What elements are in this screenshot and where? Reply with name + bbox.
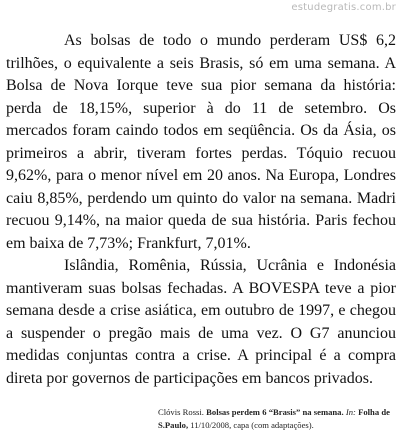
- citation: [158, 406, 390, 432]
- citation-details: 11/10/2008, capa (com adaptações).: [190, 420, 314, 430]
- citation-title: Bolsas perdem 6 “Brasis” na semana.: [206, 407, 344, 417]
- article-body: [6, 30, 396, 390]
- citation-in: In:: [345, 407, 356, 417]
- citation-author: Clóvis Rossi.: [158, 407, 204, 417]
- citation-source: Folha de S.Paulo,: [158, 407, 390, 430]
- paragraph-1: As bolsas de todo o mundo perderam US$ 6,2 trilhões, o equivalente a seis Brasis, só em uma semana. A Bolsa de Nova Iorque teve sua pior semana da história: perda de 18,15%, superior à do 11 de setembro. Os mercados foram caindo todos em seqüência. Os da Ásia, os primeiros a abrir, tiveram fortes perdas. Tóquio recuou 9,62%, para o menor nível em 20 anos. Na Europa, Londres caiu 8,85%, perdendo um quinto do valor na semana. Madri recuou 9,14%, na maior queda de sua história. Paris fechou em baixa de 7,73%; Frankfurt, 7,01%.: [6, 32, 396, 252]
- watermark: estudegratis.com.br: [291, 2, 396, 13]
- paragraph-2: Islândia, Romênia, Rússia, Ucrânia e Indonésia mantiveram suas bolsas fechadas. A BOVESPA teve a pior semana desde a crise asiática, em outubro de 1997, e chegou a suspender o pregão mais de uma vez. O G7 anunciou medidas conjuntas contra a crise. A principal é a compra direta por governos de participações em bancos privados.: [6, 257, 396, 387]
